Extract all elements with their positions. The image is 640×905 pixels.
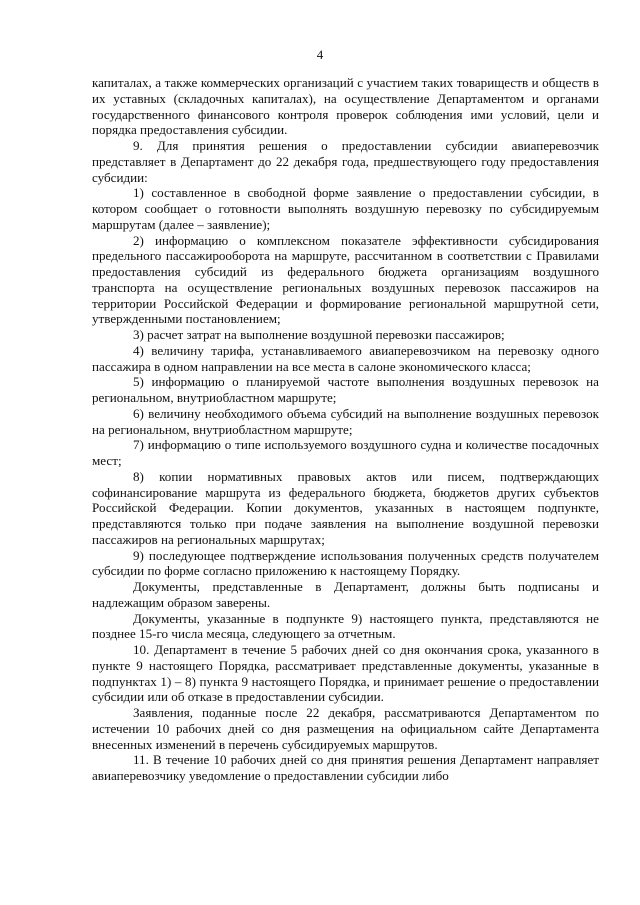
paragraph: 7) информацию о типе используемого воздушного судна и количестве посадочных мест; (92, 437, 599, 468)
paragraph: 9. Для принятия решения о предоставлении субсидии авиаперевозчик представляет в Департамент до 22 декабря года, предшествующего году предоставления субсидии: (92, 138, 599, 185)
paragraph: 8) копии нормативных правовых актов или писем, подтверждающих софинансирование маршрута из федерального бюджета, бюджетов других субъектов Российской Федерации. Копии документов, указанных в настоящем подпункте, представляются только при подаче заявления на выполнение воздушной перевозки пассажиров на региональных маршрутах; (92, 468, 599, 547)
page-number: 4 (316, 47, 324, 62)
document-body (92, 75, 599, 784)
paragraph: 9) последующее подтверждение использования полученных средств получателем субсидии по форме согласно приложению к настоящему Порядку. (92, 547, 599, 579)
paragraph: Заявления, поданные после 22 декабря, рассматриваются Департаментом по истечении 10 рабочих дней со дня размещения на официальном сайте Департамента внесенных изменений в перечень субсидируемых маршрутов. (92, 705, 599, 752)
paragraph: 1) составленное в свободной форме заявление о предоставлении субсидии, в котором сообщает о готовности выполнять воздушную перевозку по субсидируемым маршрутам (далее – заявление); (92, 185, 599, 232)
paragraph: 2) информацию о комплексном показателе эффективности субсидирования предельного пассажирооборота на маршруте, рассчитанном в соответствии с Правилами предоставления субсидий из федерального бюджета организациям воздушного транспорта на осуществление региональных воздушных перевозок пассажиров на территории Российской Федерации и формирование региональной маршрутной сети, утвержденными постановлением; (92, 232, 599, 327)
paragraph: 5) информацию о планируемой частоте выполнения воздушных перевозок на региональном, внутриобластном маршруте; (92, 374, 599, 405)
paragraph: Документы, представленные в Департамент, должны быть подписаны и надлежащим образом заверены. (92, 579, 599, 610)
paragraph: капиталах, а также коммерческих организаций с участием таких товариществ и обществ в их уставных (складочных капиталах), на осуществление Департаментом и органами государственного финансового контроля проверок соблюдения ими условий, цели и порядка предоставления субсидии. (92, 75, 599, 138)
paragraph: 3) расчет затрат на выполнение воздушной перевозки пассажиров; (133, 327, 505, 342)
paragraph: 6) величину необходимого объема субсидий на выполнение воздушных перевозок на региональном, внутриобластном маршруте; (92, 405, 599, 437)
paragraph: Документы, указанные в подпункте 9) настоящего пункта, представляются не позднее 15-го числа месяца, следующего за отчетным. (92, 610, 599, 642)
paragraph: 4) величину тарифа, устанавливаемого авиаперевозчиком на перевозку одного пассажира в одном направлении на все места в салоне экономического класса; (92, 342, 599, 374)
paragraph: 10. Департамент в течение 5 рабочих дней со дня окончания срока, указанного в пункте 9 настоящего Порядка, рассматривает представленные документы, указанные в подпунктах 1) – 8) пункта 9 настоящего Порядка, и принимает решение о предоставлении субсидии или об отказе в предоставлении субсидии. (92, 642, 599, 705)
paragraph: 11. В течение 10 рабочих дней со дня принятия решения Департамент направляет авиаперевозчику уведомление о предоставлении субсидии либо (92, 752, 599, 783)
